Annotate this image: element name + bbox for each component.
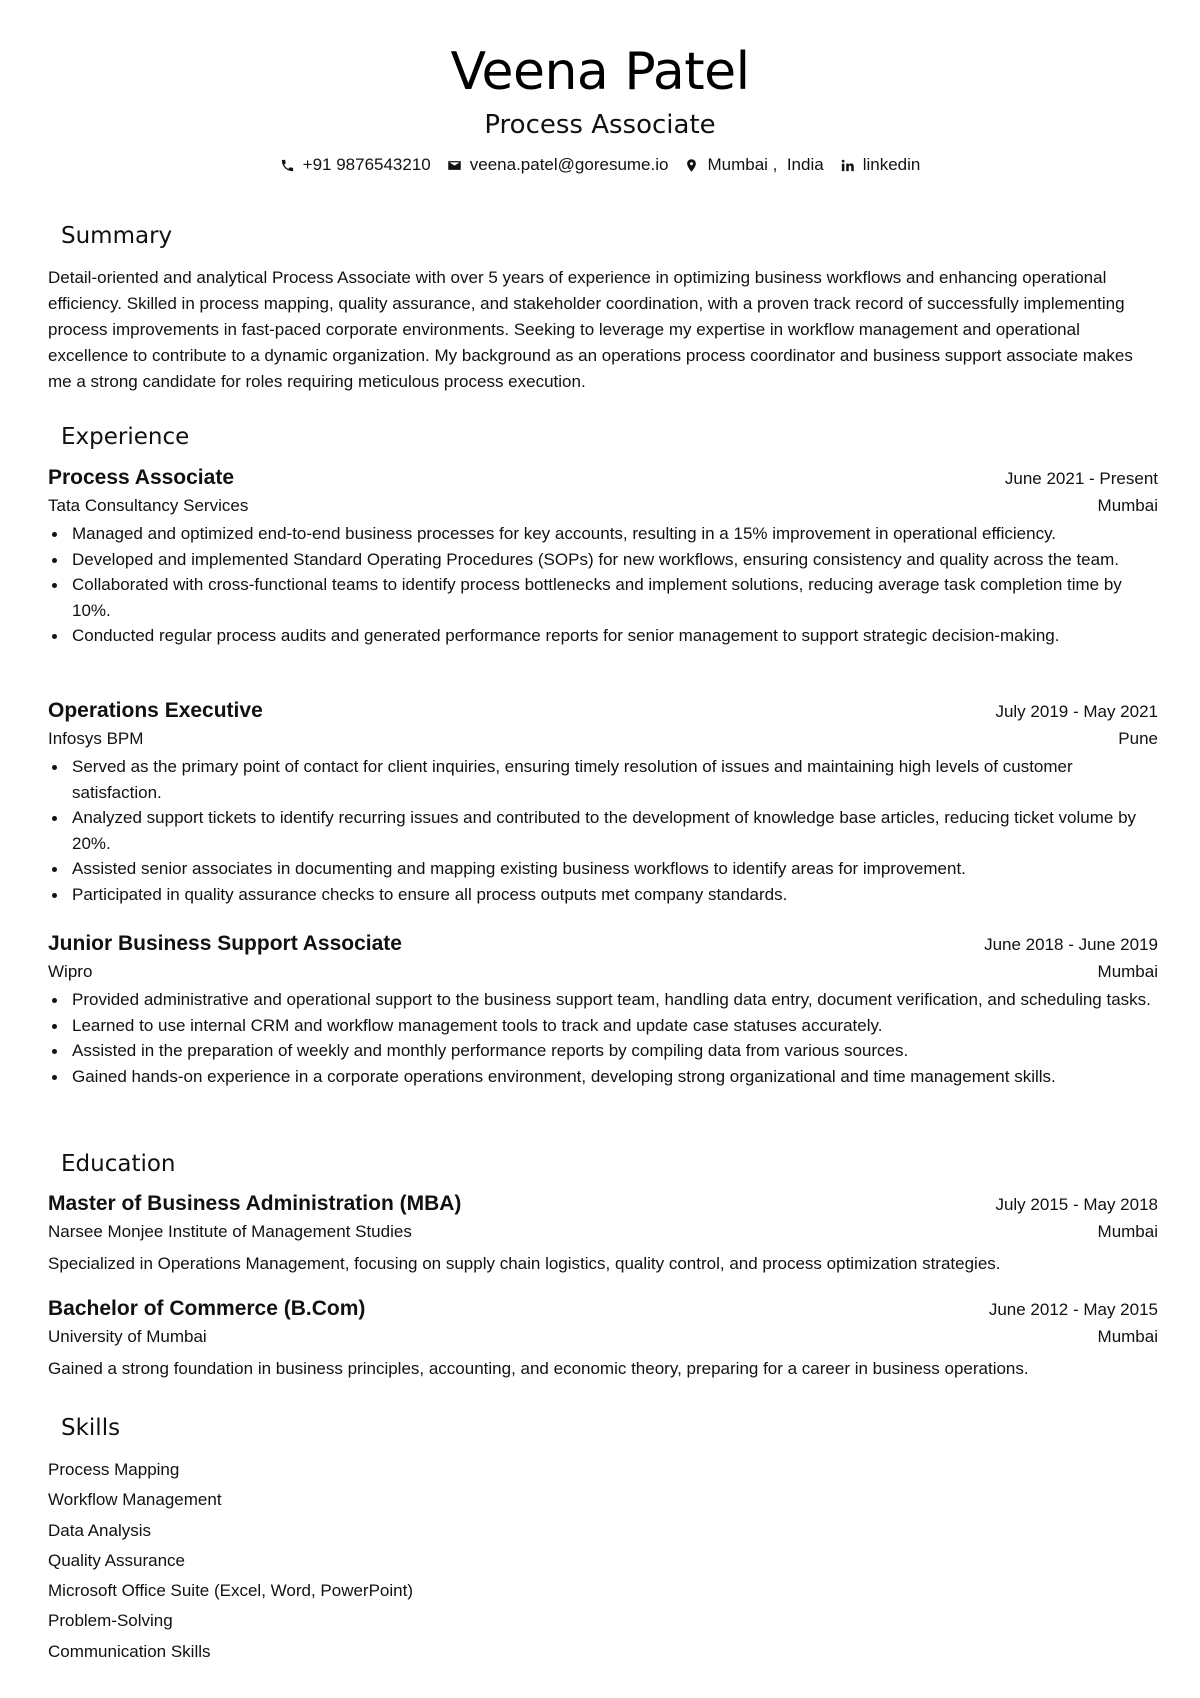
skill-item: Quality Assurance — [48, 1550, 186, 1570]
education-dates: July 2015 - May 2018 — [995, 1195, 1158, 1214]
bullet-item: Assisted senior associates in documenting and mapping existing business workflows to identify areas for improvement. — [48, 856, 1158, 882]
resume-header — [0, 40, 1200, 176]
contact-location — [684, 154, 823, 176]
contact-email[interactable] — [447, 154, 669, 176]
job-title: Process Associate — [48, 466, 234, 489]
skill-item: Process Mapping — [48, 1460, 180, 1479]
bullet-item: Participated in quality assurance checks to ensure all process outputs met company standards. — [48, 882, 1158, 908]
job-location: Pune — [1118, 729, 1158, 748]
contact-phone — [280, 154, 431, 176]
location-pin-icon — [684, 158, 699, 173]
education-dates: June 2012 - May 2015 — [988, 1300, 1158, 1319]
job-dates: June 2018 - June 2019 — [984, 935, 1158, 954]
bullet-item: Served as the primary point of contact for client inquiries, ensuring timely resolution of issues and maintaining high levels of customer satisfaction. — [48, 754, 1158, 805]
summary-text: Detail-oriented and analytical Process Associate with over 5 years of experience in optimizing business workflows and enhancing operational efficiency. Skilled in process mapping, quality assurance, and stakeholder coordination, with a proven track record of successfully implementing process improvements in fast-paced corporate environments. Seeking to leverage my expertise in workflow management and operational excellence to contribute to a dynamic organization. My background as an operations process coordinator and business support associate makes me a strong candidate for roles requiring meticulous process execution. — [48, 268, 1133, 391]
company-name: Tata Consultancy Services — [48, 496, 249, 515]
company-name: Infosys BPM — [48, 729, 144, 748]
candidate-title: Process Associate — [484, 110, 716, 140]
job-dates: July 2019 - May 2021 — [995, 702, 1158, 721]
school-name: Narsee Monjee Institute of Management Studies — [48, 1222, 412, 1241]
job-location: Mumbai — [1097, 496, 1158, 515]
job-bullets — [48, 754, 1158, 907]
degree-title: Bachelor of Commerce (B.Com) — [48, 1297, 366, 1320]
education-description: Specialized in Operations Management, focusing on supply chain logistics, quality control, and process optimization strategies. — [48, 1254, 1001, 1273]
company-name: Wipro — [48, 962, 93, 981]
education-description: Gained a strong foundation in business principles, accounting, and economic theory, preparing for a career in business operations. — [48, 1359, 1029, 1378]
section-title-summary: Summary — [61, 223, 173, 249]
bullet-item: Managed and optimized end-to-end business processes for key accounts, resulting in a 15% improvement in operational efficiency. — [48, 521, 1158, 547]
phone-number: +91 9876543210 — [302, 155, 431, 174]
bullet-item: Learned to use internal CRM and workflow management tools to track and update case statuses accurately. — [48, 1013, 1158, 1039]
experience-entry — [48, 930, 1158, 1089]
education-location: Mumbai — [1097, 1327, 1158, 1346]
location-text: Mumbai , India — [707, 155, 824, 174]
job-title: Operations Executive — [48, 699, 263, 722]
education-entry — [48, 1190, 1158, 1277]
bullet-item: Analyzed support tickets to identify recurring issues and contributed to the development of knowledge base articles, reducing ticket volume by 20%. — [48, 805, 1158, 856]
education-entry — [48, 1295, 1158, 1382]
skills-list — [48, 1455, 413, 1667]
bullet-item: Assisted in the preparation of weekly and monthly performance reports by compiling data from various sources. — [48, 1038, 1158, 1064]
bullet-item: Developed and implemented Standard Operating Procedures (SOPs) for new workflows, ensuring consistency and quality across the team. — [48, 547, 1158, 573]
job-dates: June 2021 - Present — [1004, 469, 1158, 488]
skill-item: Data Analysis — [48, 1520, 151, 1540]
linkedin-icon — [840, 158, 855, 173]
job-location: Mumbai — [1097, 962, 1158, 981]
skill-item: Microsoft Office Suite (Excel, Word, PowerPoint) — [48, 1581, 413, 1601]
envelope-icon — [447, 158, 462, 173]
section-title-experience: Experience — [61, 424, 190, 450]
candidate-name: Veena Patel — [450, 42, 750, 102]
bullet-item: Collaborated with cross-functional teams to identify process bottlenecks and implement solutions, reducing average task completion time by 10%. — [48, 572, 1158, 623]
skill-item: Communication Skills — [48, 1641, 211, 1661]
school-name: University of Mumbai — [48, 1327, 207, 1346]
degree-title: Master of Business Administration (MBA) — [48, 1192, 462, 1215]
job-bullets — [48, 987, 1158, 1089]
email-address[interactable]: veena.patel@goresume.io — [469, 155, 669, 174]
skill-item: Problem-Solving — [48, 1611, 173, 1631]
experience-entry — [48, 464, 1158, 649]
linkedin-link[interactable]: linkedin — [862, 155, 921, 174]
contact-linkedin[interactable] — [840, 154, 921, 176]
bullet-item: Conducted regular process audits and generated performance reports for senior management to support strategic decision-making. — [48, 623, 1158, 649]
education-location: Mumbai — [1097, 1222, 1158, 1241]
skill-item: Workflow Management — [48, 1490, 222, 1510]
bullet-item: Gained hands-on experience in a corporate operations environment, developing strong organizational and time management skills. — [48, 1064, 1158, 1090]
contact-bar — [0, 154, 1200, 176]
phone-icon — [280, 158, 295, 173]
job-bullets — [48, 521, 1158, 649]
section-title-skills: Skills — [61, 1415, 121, 1441]
section-title-education: Education — [61, 1151, 176, 1177]
bullet-item: Provided administrative and operational support to the business support team, handling data entry, document verification, and scheduling tasks. — [48, 987, 1158, 1013]
experience-entry — [48, 697, 1158, 907]
job-title: Junior Business Support Associate — [48, 932, 402, 955]
